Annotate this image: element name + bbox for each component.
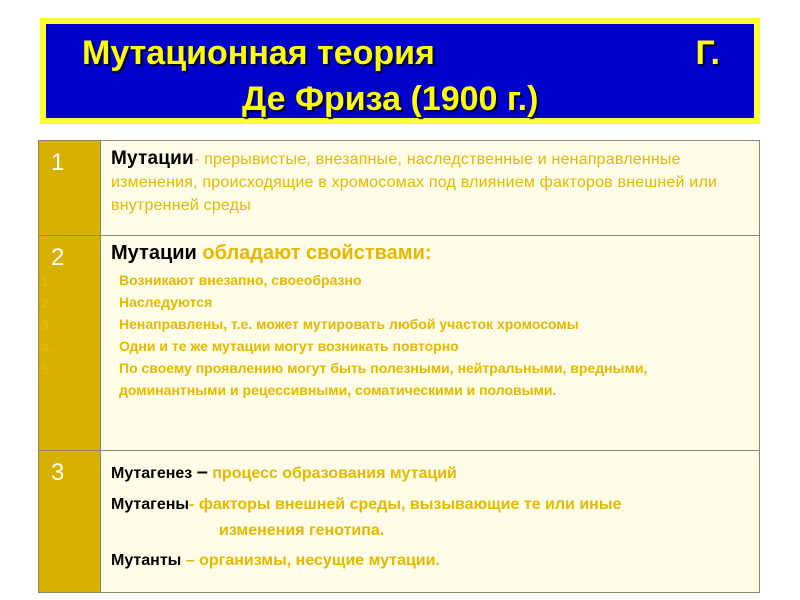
title-line-1-right: Г. xyxy=(695,34,720,72)
row-number: 2 xyxy=(39,236,101,451)
row-number: 3 xyxy=(39,451,101,593)
term-mutations: Мутации xyxy=(111,148,194,169)
row-number: 1 xyxy=(39,141,101,236)
mutants-line: Мутанты – организмы, несущие мутации. xyxy=(111,552,440,569)
properties-list xyxy=(41,269,751,401)
title-banner xyxy=(40,18,760,124)
row-content xyxy=(101,451,760,593)
row-content xyxy=(101,141,760,236)
table-row xyxy=(39,141,760,236)
title-line-2: Де Фриза (1900 г.) xyxy=(242,80,539,118)
list-item: 3. Ненаправлены, т.е. может мутировать любой участок хромосомы xyxy=(41,316,579,333)
mutagenesis-line: Мутагенез – процесс образования мутаций xyxy=(111,461,457,483)
list-item: 2. Наследуются xyxy=(41,294,213,311)
table-row xyxy=(39,236,760,451)
table-row xyxy=(39,451,760,593)
list-item: 5. По своему проявлению могут быть полезными, нейтральными, вредными, доминантными и рецессивными, соматическими и половыми. xyxy=(41,360,648,398)
content-table xyxy=(38,140,760,593)
properties-heading: Мутации обладают свойствами: xyxy=(111,242,432,264)
row-content xyxy=(41,236,760,451)
definition-text: - прерывистые, внезапные, наследственные и ненаправленные изменения, происходящие в хромосомах под влиянием факторов внешней или внутренней среды xyxy=(111,151,718,214)
list-item: 4. Одни и те же мутации могут возникать повторно xyxy=(41,338,459,355)
mutagens-line-cont: изменения генотипа. xyxy=(219,522,385,539)
title-line-1: Мутационная теория xyxy=(82,34,435,72)
list-item: 1. Возникают внезапно, своеобразно xyxy=(41,272,362,289)
mutagens-line: Мутагены- факторы внешней среды, вызывающие те или иные xyxy=(111,496,622,513)
